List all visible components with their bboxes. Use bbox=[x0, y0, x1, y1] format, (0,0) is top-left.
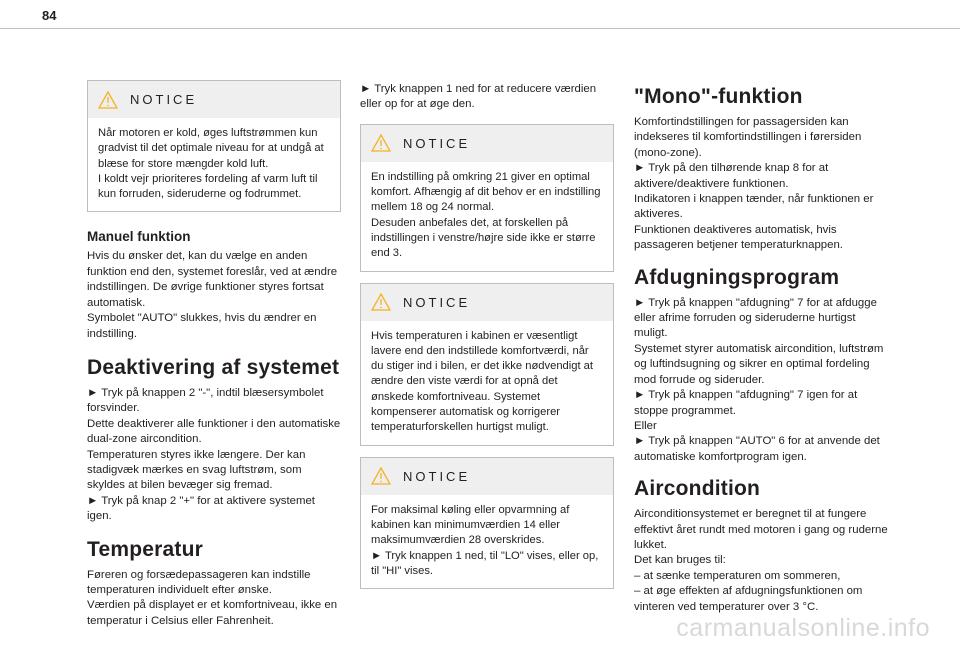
warning-icon bbox=[371, 293, 391, 311]
section-heading-mono: "Mono"-funktion bbox=[634, 85, 803, 108]
section-heading-deactivation: Deaktivering af systemet bbox=[87, 355, 340, 379]
paragraph-manual: Hvis du ønsker det, kan du vælge en anden funktion end den, systemet foreslår, ved at ændre indstillingen. De øvrige funktioner styres fortsat automatisk. Symbolet "AUTO" slukkes, hvis du ændrer en indstilling. bbox=[87, 250, 338, 340]
notice-text: En indstilling på omkring 21 giver en optimal komfort. Afhængig af dit behov er en indstilling mellem 18 og 24 normal. Desuden anbefales det, at forskellen på indstillingen i venstre/højre side ikke er større end 3. bbox=[371, 170, 601, 260]
warning-icon bbox=[371, 467, 391, 485]
notice-title: NOTICE bbox=[130, 92, 198, 107]
section-heading-temperature: Temperatur bbox=[87, 537, 203, 561]
paragraph-mono: Komfortindstillingen for passagersiden kan indekseres til komfortindstillingen i førersiden (mono-zone). ► Tryk på den tilhørende knap 8 for at aktivere/deaktivere funktionen. Indikatoren i knappen tænder, når funktionen er aktiveres. Funktionen deaktiveres automatisk, hvis passageren betjener temperaturknappen. bbox=[634, 116, 874, 252]
paragraph-deactivation: ► Tryk på knappen 2 "-", indtil blæsersymbolet forsvinder. Dette deaktiverer alle funktioner i den automatiske dual-zone aircondition. Temperaturen styres ikke længere. Der kan stadigvæk mærkes en svag luftstrøm, som skyldes at bilen bevæger sig fremad. ► Tryk på knap 2 "+" for at aktivere systemet igen. bbox=[87, 386, 341, 523]
notice-text: Når motoren er kold, øges luftstrømmen kun gradvist til det optimale niveau for at undgå at blæse for store mængder kold luft. I koldt vejr prioriteres fordeling af varm luft til kun forruden, sideruderne og fodrummet. bbox=[98, 127, 324, 201]
notice-box bbox=[87, 80, 341, 212]
section-heading-defrost: Afdugningsprogram bbox=[634, 265, 840, 289]
notice-title: NOTICE bbox=[403, 135, 471, 151]
notice-box bbox=[360, 124, 614, 272]
notice-header bbox=[361, 458, 613, 495]
warning-icon bbox=[371, 134, 391, 152]
column-3 bbox=[634, 84, 888, 615]
paragraph-temperature: Føreren og forsædepassageren kan indstille temperaturen individuelt efter ønske. Værdien på displayet er et komfortniveau, ikke en temperatur i Celsius eller Fahrenheit. bbox=[87, 568, 338, 627]
notice-header bbox=[361, 284, 613, 321]
notice-text: For maksimal køling eller opvarmning af kabinen kan minimumværdien 14 eller maksimumværdien 28 overskrides. ► Tryk knappen 1 ned, til "LO" vises, eller op, til "HI" vises. bbox=[371, 503, 599, 577]
header-divider bbox=[0, 28, 960, 29]
section-heading-aircondition: Aircondition bbox=[634, 477, 761, 501]
paragraph-aircondition: Airconditionsystemet er beregnet til at fungere effektivt året rundt med motoren i gang og ruderne lukket. Det kan bruges til: – at sænke temperaturen om sommeren, – at øge effekten af afdugningsfunktionen om vinteren ved temperaturer over 3 °C. bbox=[634, 508, 888, 613]
notice-box bbox=[360, 283, 614, 446]
page-number: 84 bbox=[42, 8, 57, 23]
column-2 bbox=[360, 82, 614, 589]
notice-text: Hvis temperaturen i kabinen er væsentligt lavere end den indstillede komfortværdi, når du stiger ind i bilen, er det ikke nødvendigt at ændre den viste værdi for at opnå det ønskede komfortniveau. Systemet kompenserer automatisk og korrigerer temperaturforskellen hurtigst muligt. bbox=[371, 329, 594, 434]
paragraph-defrost: ► Tryk på knappen "afdugning" 7 for at afdugge eller afrime forruden og sideruderne hurtigst muligt. Systemet styrer automatisk aircondition, luftstrøm og luftindsugning og sikrer en optimal fordeling mod forrude og sideruder. ► Tryk på knappen "afdugning" 7 igen for at stoppe programmet. Eller ► Tryk på knappen "AUTO" 6 for at anvende det automatiske komfortprogram igen. bbox=[634, 296, 884, 463]
notice-box bbox=[360, 457, 614, 589]
watermark: carmanualsonline.info bbox=[676, 614, 930, 642]
notice-title: NOTICE bbox=[403, 468, 471, 484]
notice-header bbox=[361, 125, 613, 162]
notice-header bbox=[88, 81, 340, 118]
column-1 bbox=[87, 80, 341, 629]
warning-icon bbox=[98, 91, 118, 109]
section-heading-manual: Manuel funktion bbox=[87, 229, 191, 245]
notice-title: NOTICE bbox=[403, 294, 471, 310]
paragraph-intro: ► Tryk knappen 1 ned for at reducere værdien eller op for at øge den. bbox=[360, 83, 597, 111]
